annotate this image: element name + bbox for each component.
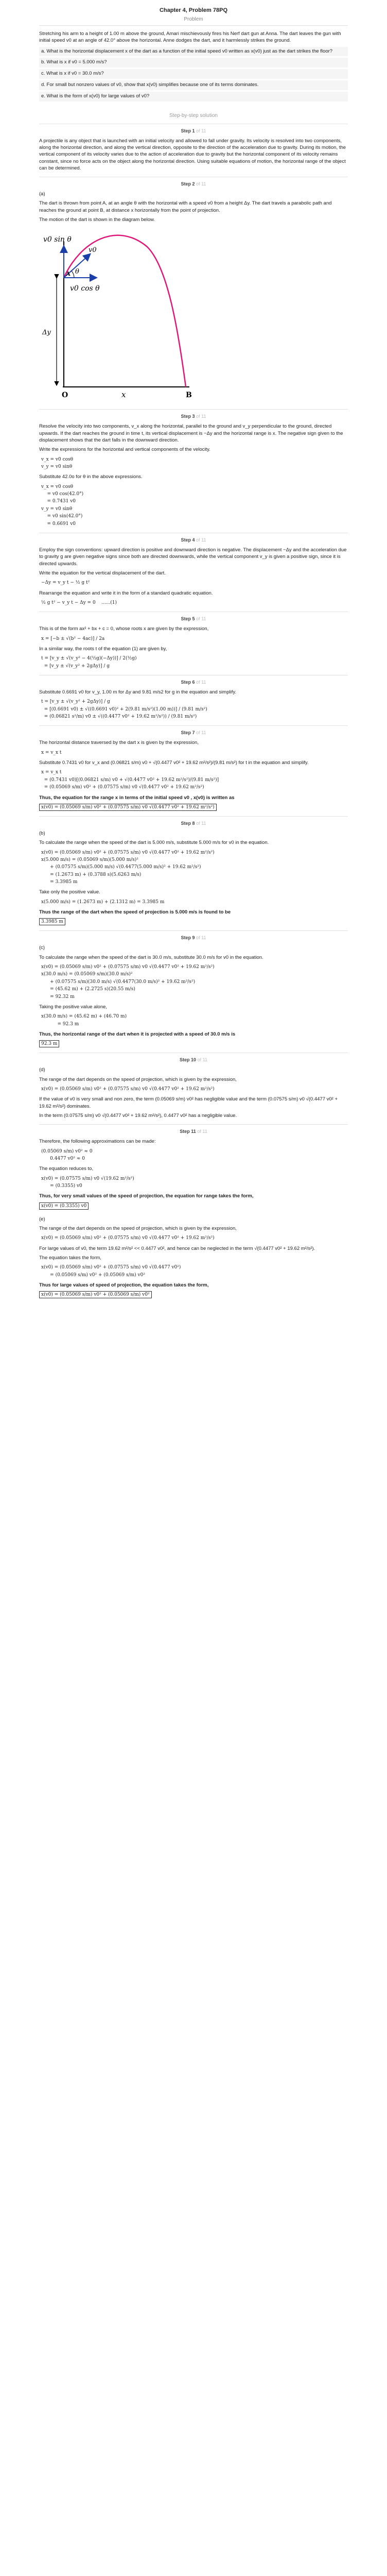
step-header: Step 5 of 11 <box>181 616 206 622</box>
equation: x(5.000 m/s) = (1.2673 m) + (2.1312 m) = 3.3985 m <box>41 899 165 905</box>
equation: x(v0) = (0.07575 s/m) v0 √(19.62 m²/s²) = (0.3355) v0 <box>41 1176 134 1189</box>
label-o: O <box>62 391 68 400</box>
step-text: (c) <box>39 945 45 951</box>
step-text: Resolve the velocity into two components, v_x along the horizontal, parallel to the ground and v_y perpendicular to the ground, directed upwards. If the dart reaches the ground in time t, its vertical displacement is −Δy and the horizontal range is x. The negative sign given to the displacement shows that the dart falls in the downward direction. <box>39 423 343 443</box>
step-header: Step 4 of 11 <box>181 537 206 543</box>
step-text: Therefore, the following approximations can be made: <box>39 1139 156 1145</box>
step-conclusion: Thus, for very small values of the speed of projection, the equation for range takes the form, <box>39 1193 254 1199</box>
step-4 <box>39 533 348 606</box>
equation: v_x = v0 cosθ = v0 cos(42.0°) = 0.7431 v0 v_y = v0 sinθ = v0 sin(42.0°) = 0.6691 v0 <box>41 484 84 527</box>
step-conclusion: Thus for large values of speed of projection, the equation takes the form, <box>39 1282 209 1289</box>
problem-part-c: c. What is x if v0 = 30.0 m/s? <box>39 69 348 79</box>
step-header: Step 6 of 11 <box>181 680 206 685</box>
step-text: The horizontal distance traversed by the dart x is given by the expression, <box>39 740 199 746</box>
step-5 <box>39 612 348 670</box>
step-text: If the value of v0 is very small and non zero, the term (0.05069 s/m) v0² has negligible value and the term (0.07575 s/m) v0 √(0.4477 v0² + 19.62 m²/s²) dominates. <box>39 1096 338 1109</box>
step-text: (b) <box>39 830 45 836</box>
step-header: Step 3 of 11 <box>181 414 206 419</box>
step-conclusion: Thus, the equation for the range x in terms of the initial speed v0 , x(v0) is written as <box>39 794 235 801</box>
step-text: Taking the positive value alone, <box>39 1004 108 1010</box>
step-header: Step 2 of 11 <box>181 181 206 187</box>
label-a: A <box>66 270 71 278</box>
equation: x(v0) = (0.05069 s/m) v0² + (0.07575 s/m) v0 √(0.4477 v0² + 19.62 m²/s²) x(30.0 m/s) = (0.05069 s/m)(30.0 m/s)² + (0.07575 s/m)(30.0 m/s) √(0.4477(30.0 m/s)² + 19.62 m²/s²) = (45.62 m) + (2.2725 s)(20.55 m/s) = 92.32 m <box>41 964 215 999</box>
step-text: To calculate the range when the speed of the dart is 30.0 m/s, substitute 30.0 m/s for v0 in the equation. <box>39 954 263 960</box>
step-text: Employ the sign conventions: upward direction is positive and downward direction is negative. The displacement −Δy and the acceleration due to gravity g are given negative signs since both are directed downwards, while the vertical component v_y is given a positive sign, since it is directed upwards. <box>39 547 347 567</box>
step-8 <box>39 816 348 926</box>
step-conclusion: Thus, the horizontal range of the dart when it is projected with a speed of 30.0 m/s is <box>39 1031 236 1038</box>
step-6 <box>39 675 348 720</box>
equation: (0.05069 s/m) v0² ≈ 0 0.4477 v0² ≈ 0 <box>41 1148 93 1161</box>
step-text: In a similar way, the roots t of the equation (1) are given by, <box>39 646 167 652</box>
equation: v_x = v0 cosθ v_y = v0 sinθ <box>41 456 74 469</box>
step-1 <box>39 124 348 172</box>
equation: ½ g t² − v_y t − Δy = 0 ......(1) <box>41 600 117 605</box>
step-10 <box>39 1053 348 1119</box>
step-header: Step 8 of 11 <box>181 820 206 826</box>
step-text: (a) <box>39 191 45 197</box>
label-vsin: v0 sin θ <box>43 235 72 244</box>
problem-part-b: b. What is x if v0 = 5.000 m/s? <box>39 58 348 67</box>
step-text: The dart is thrown from point A, at an angle θ with the horizontal with a speed v0 from a height Δy. The dart travels a parabolic path and reaches the ground at point B, at distance x horizontally from the point of projection. <box>39 200 332 213</box>
problem-part-d: d. For small but nonzero values of v0, show that x(v0) simplifies because one of its terms dominates. <box>39 80 348 90</box>
equation: x = [−b ± √(b² − 4ac)] / 2a <box>41 636 105 641</box>
equation: x = v_x t = (0.7431 v0)[(0.06821 s/m) v0 + √(0.4477 v0² + 19.62 m²/s²)/(9.81 m/s²)] = (0.05069 s/m) v0² + (0.07575 s/m) v0 √(0.4477 v0² + 19.62 m²/s²) <box>41 770 219 790</box>
answer-box: x(v0) = (0.3355) v0 <box>39 1202 89 1210</box>
equation: x(v0) = (0.05069 s/m) v0² + (0.07575 s/m) v0 √(0.4477 v0² + 19.62 m²/s²) <box>41 1235 215 1241</box>
step-text: To calculate the range when the speed of the dart is 5.000 m/s, substitute 5.000 m/s for v0 in the equation. <box>39 840 269 846</box>
label-v0: v0 <box>89 246 97 255</box>
trajectory-curve <box>64 235 186 387</box>
page-title: Chapter 4, Problem 78PQ <box>159 7 228 13</box>
equation: x(v0) = (0.05069 s/m) v0² + (0.07575 s/m) v0 √(0.4477 v0² + 19.62 m²/s²) x(5.000 m/s) = (0.05069 s/m)(5.000 m/s)² + (0.07575 s/m)(5.000 m/s) √(0.4477(5.000 m/s)² + 19.62 m²/s²) = (1.2673 m) + (0.3788 s)(5.6263 m/s) = 3.3985 m <box>41 850 215 885</box>
step-3 <box>39 409 348 528</box>
label-theta: θ <box>75 268 79 276</box>
step-text: In the term (0.07575 s/m) v0 √(0.4477 v0² + 19.62 m²/s²), 0.4477 v0² has a negligible value. <box>39 1112 237 1118</box>
step-text: This is of the form ax² + bx + c = 0, whose roots x are given by the expression, <box>39 626 209 632</box>
step-11 <box>39 1124 348 1298</box>
angle-arc <box>72 271 74 278</box>
solution-title: Step-by-step solution <box>169 112 218 118</box>
equation: t = [v_y ± √(v_y² + 2gΔy)] / g = [(0.6691 v0) ± √((0.6691 v0)² + 2(9.81 m/s²)(1.00 m))] / (9.81 m/s²) = (0.06821 s²/m) v0 ± √((0.4477 v0² + 19.62 m²/s²)) / (9.81 m/s²) <box>41 699 207 720</box>
step-text: A projectile is any object that is launched with an initial velocity and allowed to fall under gravity. Its velocity is resolved into two components, along the horizontal direction, and along the vertical direction, opposite to the direction of the acceleration due to gravity. During its motion, the vertical component of its velocity varies due to the action of acceleration due to gravity but the horizontal component of its velocity remains constant, since no force acts on the object along the horizontal direction. Using suitable equations of motion, the horizontal range of the object can be determined. <box>39 138 346 171</box>
step-text: Substitute 0.7431 v0 for v_x and (0.06821 s/m) v0 + √(0.4477 v0² + 19.62 m²/s²)/(9.81 m/s²) for t in the equation and simplify. <box>39 760 309 766</box>
step-text: For large values of v0, the term 19.62 m²/s² << 0.4477 v0², and hence can be neglected in the term √(0.4477 v0² + 19.62 m²/s²). <box>39 1245 315 1251</box>
step-text: The range of the dart depends on the speed of projection, which is given by the expression, <box>39 1076 237 1082</box>
step-2 <box>39 177 348 404</box>
equation: x = v_x t <box>41 750 62 755</box>
answer-box: 3.3985 m <box>39 918 65 925</box>
answer-box: x(v0) = (0.05069 s/m) v0² + (0.07575 s/m) v0 √(0.4477 v0² + 19.62 m²/s²) <box>39 804 217 811</box>
step-header: Step 10 of 11 <box>180 1057 207 1063</box>
label-dy: Δy <box>42 329 51 337</box>
label-x: x <box>121 390 126 400</box>
step-text: (d) <box>39 1067 45 1073</box>
step-text: Write the expressions for the horizontal and vertical components of the velocity. <box>39 447 210 453</box>
step-text: Take only the positive value. <box>39 889 100 895</box>
step-conclusion: Thus the range of the dart when the speed of projection is 5.000 m/s is found to be <box>39 909 231 916</box>
equation: x(v0) = (0.05069 s/m) v0² + (0.07575 s/m) v0 √(0.4477 v0²) = (0.05069 s/m) v0² + (0.05069 s/m) v0² <box>41 1265 181 1278</box>
step-text: Write the equation for the vertical displacement of the dart. <box>39 570 166 576</box>
step-header: Step 1 of 11 <box>181 128 206 133</box>
answer-box: 92.3 m <box>39 1040 59 1047</box>
step-9 <box>39 930 348 1047</box>
problem-text: Stretching his arm to a height of 1.00 m above the ground, Amari mischievously fires his Nerf dart gun at Anna. The dart leaves the gun with initial speed v0 at an angle of 42.0° above the horizontal. Anne dodges the dart, and it harmlessly strikes the ground. <box>39 31 341 43</box>
label-vcos: v0 cos θ <box>70 284 100 293</box>
equation: t = [v_y ± √(v_y² − 4(½g)(−Δy))] / 2(½g) = [v_y ± √(v_y² + 2gΔy)] / g <box>41 656 137 669</box>
equation: −Δy = v_y t − ½ g t² <box>41 580 90 586</box>
projectile-diagram <box>39 226 199 404</box>
step-text: Substitute 0.6691 v0 for v_y, 1.00 m for Δy and 9.81 m/s2 for g in the equation and simplify. <box>39 689 237 695</box>
step-header: Step 9 of 11 <box>181 935 206 941</box>
page <box>39 0 348 1298</box>
step-text: The equation takes the form, <box>39 1255 101 1261</box>
step-header: Step 11 of 11 <box>180 1129 207 1134</box>
problem-heading: Problem <box>39 16 348 26</box>
step-header: Step 7 of 11 <box>181 730 206 736</box>
problem-part-e: e. What is the form of x(v0) for large values of v0? <box>39 92 348 101</box>
step-text: The motion of the dart is shown in the diagram below. <box>39 217 155 223</box>
step-7 <box>39 725 348 810</box>
step-text: Rearrange the equation and write it in the form of a standard quadratic equation. <box>39 590 213 596</box>
equation: x(30.0 m/s) = (45.62 m) + (46.70 m) = 92.3 m <box>41 1014 127 1027</box>
step-text: The range of the dart depends on the speed of projection, which is given by the expression, <box>39 1226 237 1231</box>
equation: x(v0) = (0.05069 s/m) v0² + (0.07575 s/m) v0 √(0.4477 v0² + 19.62 m²/s²) <box>41 1086 215 1092</box>
problem-statement <box>39 31 348 101</box>
step-text: The equation reduces to, <box>39 1166 94 1172</box>
step-text: Substitute 42.0o for θ in the above expressions. <box>39 474 143 480</box>
problem-part-a: a. What is the horizontal displacement x of the dart as a function of the initial speed v0 written as x(v0) just as the dart strikes the floor? <box>39 47 348 57</box>
answer-box: x(v0) = (0.05069 s/m) v0² + (0.05069 s/m) v0² <box>39 1291 152 1298</box>
step-text: (e) <box>39 1216 45 1222</box>
label-b: B <box>186 391 192 400</box>
